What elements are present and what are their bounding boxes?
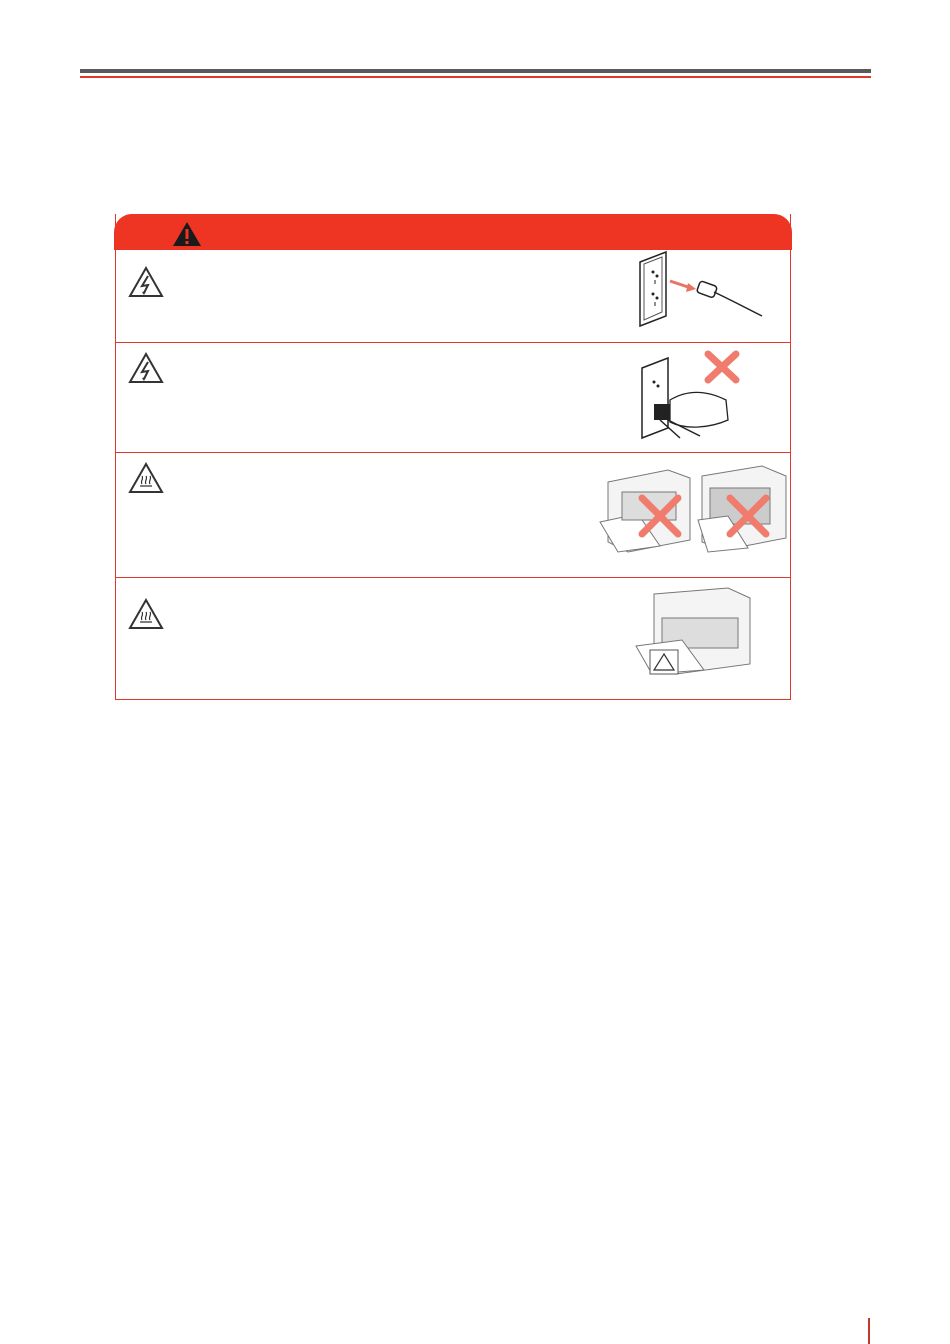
header-rule-red (80, 76, 871, 78)
no-wet-hands-plug-illustration (640, 348, 750, 440)
electric-shock-icon (128, 266, 164, 298)
hot-surface-icon (128, 598, 164, 630)
footer-bar (868, 1318, 870, 1344)
row-divider (115, 577, 791, 578)
hot-surface-icon (128, 462, 164, 494)
electric-shock-icon (128, 352, 164, 384)
header-rule-gray (80, 69, 871, 73)
row-divider (115, 452, 791, 453)
row-divider (115, 342, 791, 343)
fuser-hot-caution-illustration (632, 584, 780, 676)
do-not-touch-fuser-illustration (598, 462, 790, 554)
unplug-power-cord-illustration (636, 250, 766, 330)
